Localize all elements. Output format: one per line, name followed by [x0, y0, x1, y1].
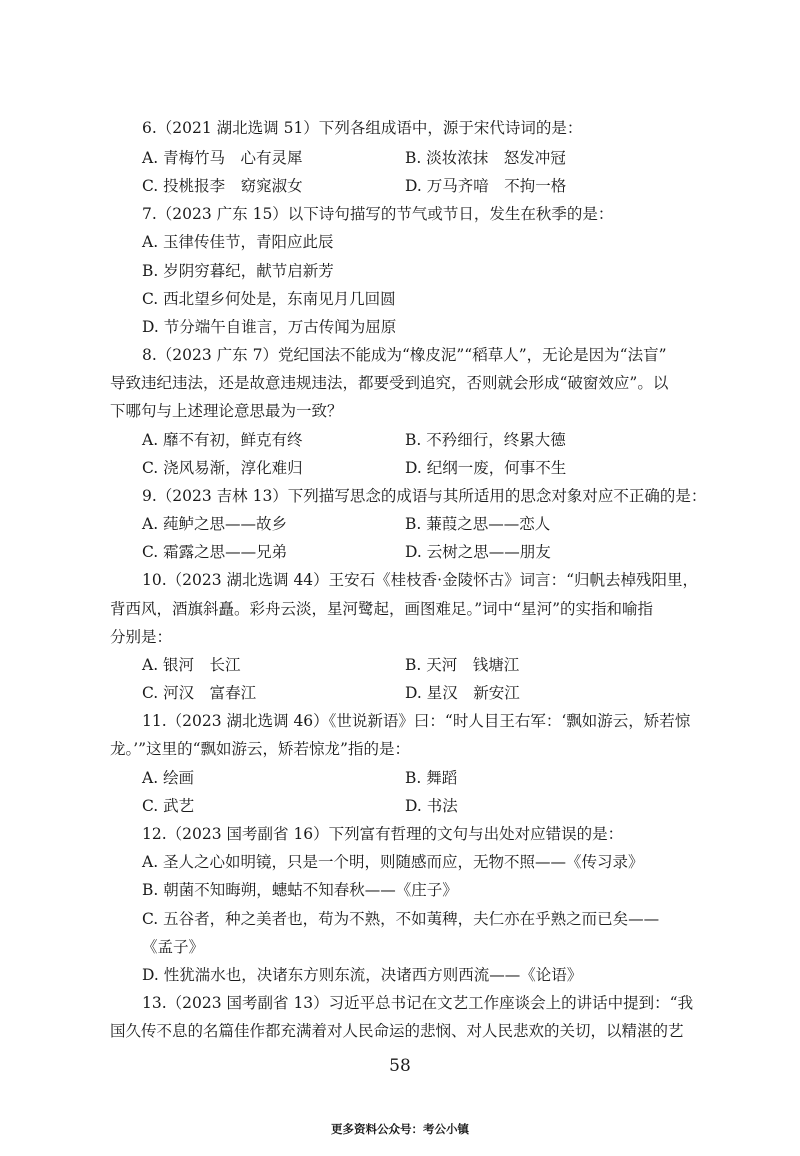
footer-text: 更多资料公众号：考公小镇 — [331, 1122, 469, 1136]
q7-option-b: B. 岁阴穷暮纪，献节启新芳 — [142, 262, 334, 280]
q6-option-b: B. 淡妆浓抹 怒发冲冠 — [405, 149, 566, 167]
q8-option-c: C. 浇风易渐，淳化难归 — [142, 459, 303, 477]
q9-option-b: B. 蒹葭之思——恋人 — [405, 515, 551, 533]
q11-option-a: A. 绘画 — [142, 769, 195, 787]
q12-option-b: B. 朝菌不知晦朔，蟪蛄不知春秋——《庄子》 — [142, 881, 458, 899]
q12-option-a: A. 圣人之心如明镜，只是一个明，则随感而应，无物不照——《传习录》 — [142, 853, 644, 871]
q11-stem-line-1: 11.（2023 湖北选调 46）《世说新语》曰：“时人目王右军：‘飘如游云，矫若惊 — [142, 712, 691, 730]
page-number: 58 — [389, 1056, 411, 1076]
q6-stem: 6.（2021 湖北选调 51）下列各组成语中，源于宋代诗词的是： — [142, 119, 583, 137]
q6-option-c: C. 投桃报李 窈窕淑女 — [142, 177, 303, 195]
q7-option-d: D. 节分端午自谁言，万古传闻为屈原 — [142, 318, 397, 336]
q6-option-a: A. 青梅竹马 心有灵犀 — [142, 149, 303, 167]
q6-option-d: D. 万马齐喑 不拘一格 — [405, 177, 567, 195]
q12-option-c-line-1: C. 五谷者，种之美者也，苟为不熟，不如荑稗，夫仁亦在乎熟之而已矣—— — [142, 910, 660, 928]
q10-option-a: A. 银河 长江 — [142, 656, 241, 674]
q7-stem: 7.（2023 广东 15）以下诗句描写的节气或节日，发生在秋季的是： — [142, 205, 614, 223]
q13-stem-line-2: 国久传不息的名篇佳作都充满着对人民命运的悲悯、对人民悲欢的关切，以精湛的艺 — [110, 1022, 684, 1040]
q10-option-d: D. 星汉 新安江 — [405, 684, 520, 702]
q10-stem-line-2: 背西风，酒旗斜矗。彩舟云淡，星河鹭起，画图难足。”词中“星河”的实指和喻指 — [110, 600, 654, 618]
q9-option-c: C. 霜露之思——兄弟 — [142, 543, 288, 561]
q10-stem-line-3: 分别是： — [110, 628, 173, 646]
q12-option-d: D. 性犹湍水也，决诸东方则东流，决诸西方则西流——《论语》 — [142, 966, 583, 984]
q8-option-d: D. 纪纲一废，何事不生 — [405, 459, 567, 477]
q8-stem-line-3: 下哪句与上述理论意思最为一致？ — [110, 402, 343, 420]
q8-option-a: A. 靡不有初，鲜克有终 — [142, 431, 303, 449]
q11-option-b: B. 舞蹈 — [405, 769, 458, 787]
q7-option-a: A. 玉律传佳节，青阳应此辰 — [142, 233, 334, 251]
q10-option-b: B. 天河 钱塘江 — [405, 656, 520, 674]
q12-stem: 12.（2023 国考副省 16）下列富有哲理的文句与出处对应错误的是： — [142, 825, 624, 843]
q8-stem-line-1: 8.（2023 广东 7）党纪国法不能成为“橡皮泥”“稻草人”，无论是因为“法盲” — [142, 346, 667, 364]
q8-option-b: B. 不矜细行，终累大德 — [405, 431, 566, 449]
q11-option-c: C. 武艺 — [142, 797, 195, 815]
q13-stem-line-1: 13.（2023 国考副省 13）习近平总书记在文艺工作座谈会上的讲话中提到：“我 — [142, 994, 694, 1012]
q10-option-c: C. 河汉 富春江 — [142, 684, 257, 702]
q9-option-a: A. 莼鲈之思——故乡 — [142, 515, 288, 533]
q9-option-d: D. 云树之思——朋友 — [405, 543, 551, 561]
q9-stem: 9.（2023 吉林 13）下列描写思念的成语与其所适用的思念对象对应不正确的是： — [142, 487, 707, 505]
q10-stem-line-1: 10.（2023 湖北选调 44）王安石《桂枝香·金陵怀古》词言：“归帆去棹残阳里， — [142, 571, 699, 589]
q12-option-c-line-2: 《孟子》 — [142, 938, 205, 956]
q8-stem-line-2: 导致违纪违法，还是故意违规违法，都要受到追究，否则就会形成“破窗效应”。以 — [110, 374, 669, 392]
q11-option-d: D. 书法 — [405, 797, 458, 815]
q7-option-c: C. 西北望乡何处是，东南见月几回圆 — [142, 290, 396, 308]
q11-stem-line-2: 龙。’”这里的“飘如游云，矫若惊龙”指的是： — [110, 740, 410, 758]
